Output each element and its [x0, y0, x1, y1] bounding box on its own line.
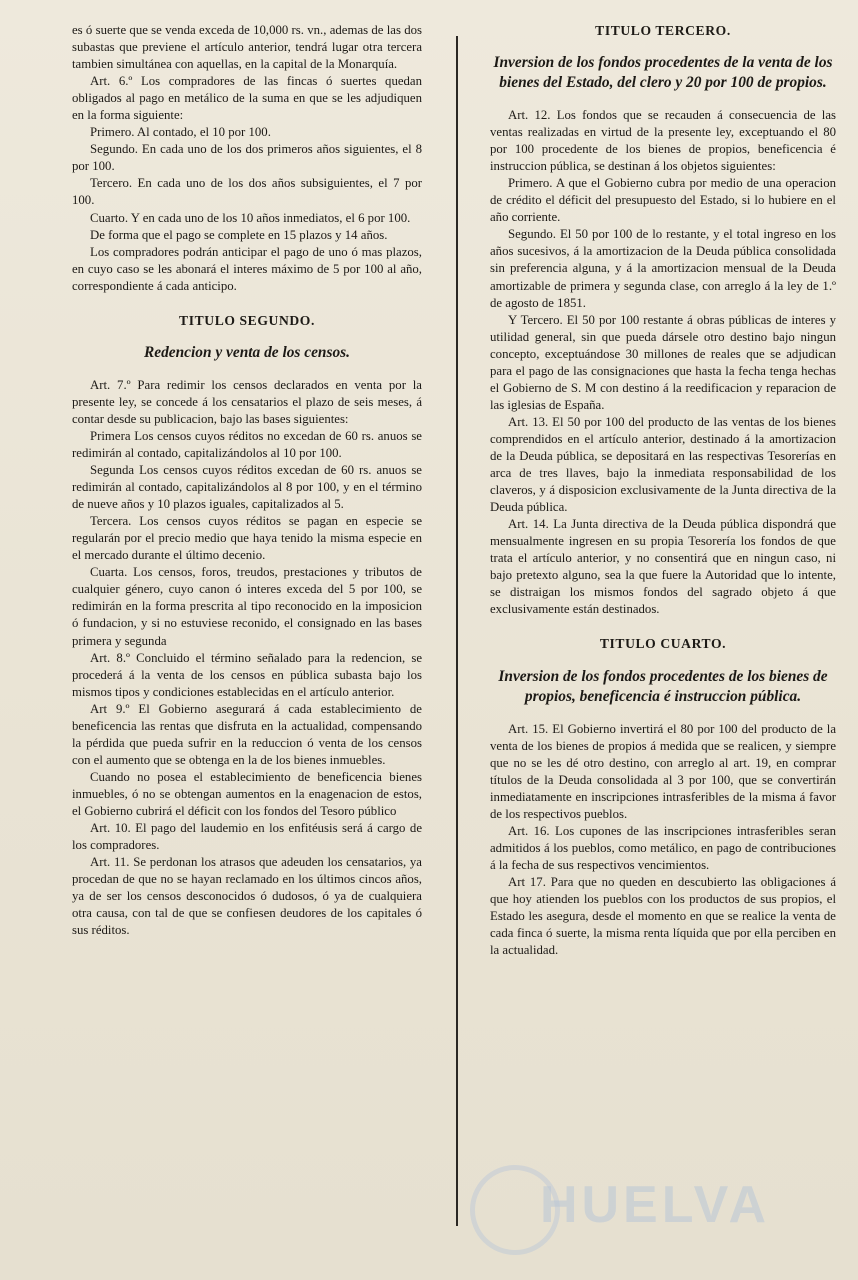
section-heading-titulo-cuarto: TITULO CUARTO. — [599, 636, 727, 652]
paragraph: Art 9.º El Gobierno asegurará á cada establecimiento de beneficencia las rentas que disfruta en la actualidad, compensando la pérdida que pueda sufrir en la reduccion ó venta de los censos con el aumento que se obtenga en la de los bienes inmuebles. — [72, 701, 422, 767]
paragraph: Art. 15. El Gobierno invertirá el 80 por 100 del producto de la venta de los bienes de propios á medida que se realicen, y siempre que no se les dé otro destino, con arreglo al art. 19, en comprar títulos de la Deuda consolidada al 3 por 100, que se convertirán inmediatamente en inscripciones intrasferibles de la misma á favor de los respectivos pueblos. — [490, 721, 836, 821]
paragraph: Art. 8.º Concluido el término señalado para la redencion, se procederá á la venta de los censos en pública subasta bajo los mismos tipos y condiciones establecidas en el artículo anterior. — [72, 650, 422, 699]
section-subheading-inversion-estado: Inversion de los fondos procedentes de la venta de los bienes del Estado, del clero y 20 por 100 de propios. — [493, 54, 833, 92]
archive-watermark: HUELVA — [539, 1176, 771, 1234]
section-subheading-inversion-propios: Inversion de los fondos procedentes de los bienes de propios, beneficencia é instruccion pública. — [498, 667, 828, 705]
paragraph: Art. 14. La Junta directiva de la Deuda pública dispondrá que mensualmente ingresen en su propia Tesorería los fondos de que trata el artículo anterior, y no consentirá que en ningun caso, ni bajo pretexto alguno, sea la que fuere la Autoridad que lo intente, se distraigan los mismos fondos del sagrado objeto á que exclusivamente están destinados. — [490, 517, 836, 617]
paragraph: Primera Los censos cuyos réditos no excedan de 60 rs. anuos se redimirán al contado, capitalizándolos al 10 por 100. — [72, 428, 422, 460]
paragraph: Primero. Al contado, el 10 por 100. — [90, 125, 271, 140]
paragraph: Cuando no posea el establecimiento de beneficencia bienes inmuebles, ó no se obtengan aumentos en la enagenacion de estos, el Gobierno cubrirá el déficit con los fondos del Tesoro público — [72, 769, 422, 818]
paragraph: Art. 12. Los fondos que se recauden á consecuencia de las ventas realizadas en virtud de la presente ley, exceptuando el 80 por 100 procedente de los bienes de propios, beneficencia é instruccion pública, se destinan á los objetos siguientes: — [490, 108, 836, 174]
paragraph: Art. 13. El 50 por 100 del producto de las ventas de los bienes comprendidos en el artículo anterior, destinado á la amortizacion de la Deuda pública, se depositará en las respectivas Tesorerías en arca de tres llaves, bajo la inmediata responsabilidad de los claveros, y á disposicion exclusivamente de la Junta directiva de la Deuda pública. — [490, 414, 836, 515]
paragraph: Tercero. En cada uno de los dos años subsiguientes, el 7 por 100. — [72, 176, 422, 208]
section-heading-titulo-segundo: TITULO SEGUNDO. — [179, 312, 315, 328]
paragraph: Cuarto. Y en cada uno de los 10 años inmediatos, el 6 por 100. — [90, 210, 411, 225]
paragraph: Los compradores podrán anticipar el pago de uno ó mas plazos, en cuyo caso se les abonará el interes máximo de 5 por 100 al año, correspondiente á cada anticipo. — [72, 244, 422, 293]
paragraph: Art. 6.º Los compradores de las fincas ó suertes quedan obligados al pago en metálico de la suma en que se les adjudiquen en la forma siguiente: — [72, 74, 422, 123]
paragraph: es ó suerte que se venda exceda de 10,000 rs. vn., ademas de las dos subastas que previene el artículo anterior, tendrá lugar otra tercera tambien simultánea con aquellas, en la capital de la Monarquía. — [72, 23, 422, 72]
paragraph: Art. 10. El pago del laudemio en los enfitéusis será á cargo de los compradores. — [72, 821, 422, 853]
column-divider — [456, 36, 458, 1226]
paragraph: Y Tercero. El 50 por 100 restante á obras públicas de interes y utilidad general, sin que pueda dársele otro destino bajo ningun concepto, exceptuándose 30 millones de reales que se adjudican para el pago de las consignaciones que hasta la fecha tenga hechas el Gobierno de S. M con destino á la reedificacion y reparacion de las iglesias de España. — [490, 312, 836, 412]
section-heading-titulo-tercero: TITULO TERCERO. — [595, 23, 731, 38]
section-subheading-censos: Redencion y venta de los censos. — [143, 343, 351, 361]
paragraph: Art. 11. Se perdonan los atrasos que adeuden los censatarios, ya procedan de que no se hayan reclamado en los últimos cincos años, ya de ser los censos desconocidos ó dudosos, ó ya de cualquiera otra causa, con tal de que se confiesen deudores de los capitales ó sus réditos. — [72, 855, 422, 938]
paragraph: Segundo. El 50 por 100 de lo restante, y el total ingreso en los años sucesivos, á la amortizacion de la Deuda pública consolidada sin preferencia alguna, y á la amortizacion mensual de la Deuda amortizable de primera y segunda clase, con arreglo á la ley de 1.º de agosto de 1851. — [490, 227, 836, 310]
paragraph: Cuarta. Los censos, foros, treudos, prestaciones y tributos de cualquier género, cuyo canon ó interes exceda del 5 por 100, se redimirán en la forma prescrita al tipo reconocido en la imposicion ó fundacion, y si no estuviese reconido, el consignado en las bases primera y segunda — [72, 565, 422, 648]
paragraph: Primero. A que el Gobierno cubra por medio de una operacion de crédito el déficit del presupuesto del Estado, si lo hubiere en el año corriente. — [490, 176, 836, 225]
paragraph: Segundo. En cada uno de los dos primeros años siguientes, el 8 por 100. — [72, 142, 422, 174]
paragraph: Art. 16. Los cupones de las inscripciones intrasferibles seran admitidos á los pueblos, como metálico, en pago de contribuciones á la fecha de sus respectivos vencimientos. — [490, 823, 836, 872]
paragraph: Segunda Los censos cuyos réditos excedan de 60 rs. anuos se redimirán al contado, capitalizándolos al 8 por 100, y en el término de nueve años y 10 plazos iguales, capitalizados al 5. — [72, 463, 422, 512]
paragraph: Tercera. Los censos cuyos réditos se pagan en especie se regularán por el precio medio que haya tenido la misma especie en el mercado durante el último decenio. — [72, 514, 422, 563]
paragraph: De forma que el pago se complete en 15 plazos y 14 años. — [90, 227, 388, 242]
right-column — [490, 22, 836, 959]
paragraph: Art. 7.º Para redimir los censos declarados en venta por la presente ley, se concede á los censatarios el plazo de seis meses, á contar desde su publicacion, bajo las bases siguientes: — [72, 377, 422, 426]
left-column — [72, 22, 422, 939]
paragraph: Art 17. Para que no queden en descubierto las obligaciones á que hoy atienden los pueblos con los productos de sus propios, el Estado les asegura, desde el momento en que se realice la venta de cada finca ó suerte, la misma renta líquida que por ella perciben en la actualidad. — [490, 874, 836, 958]
